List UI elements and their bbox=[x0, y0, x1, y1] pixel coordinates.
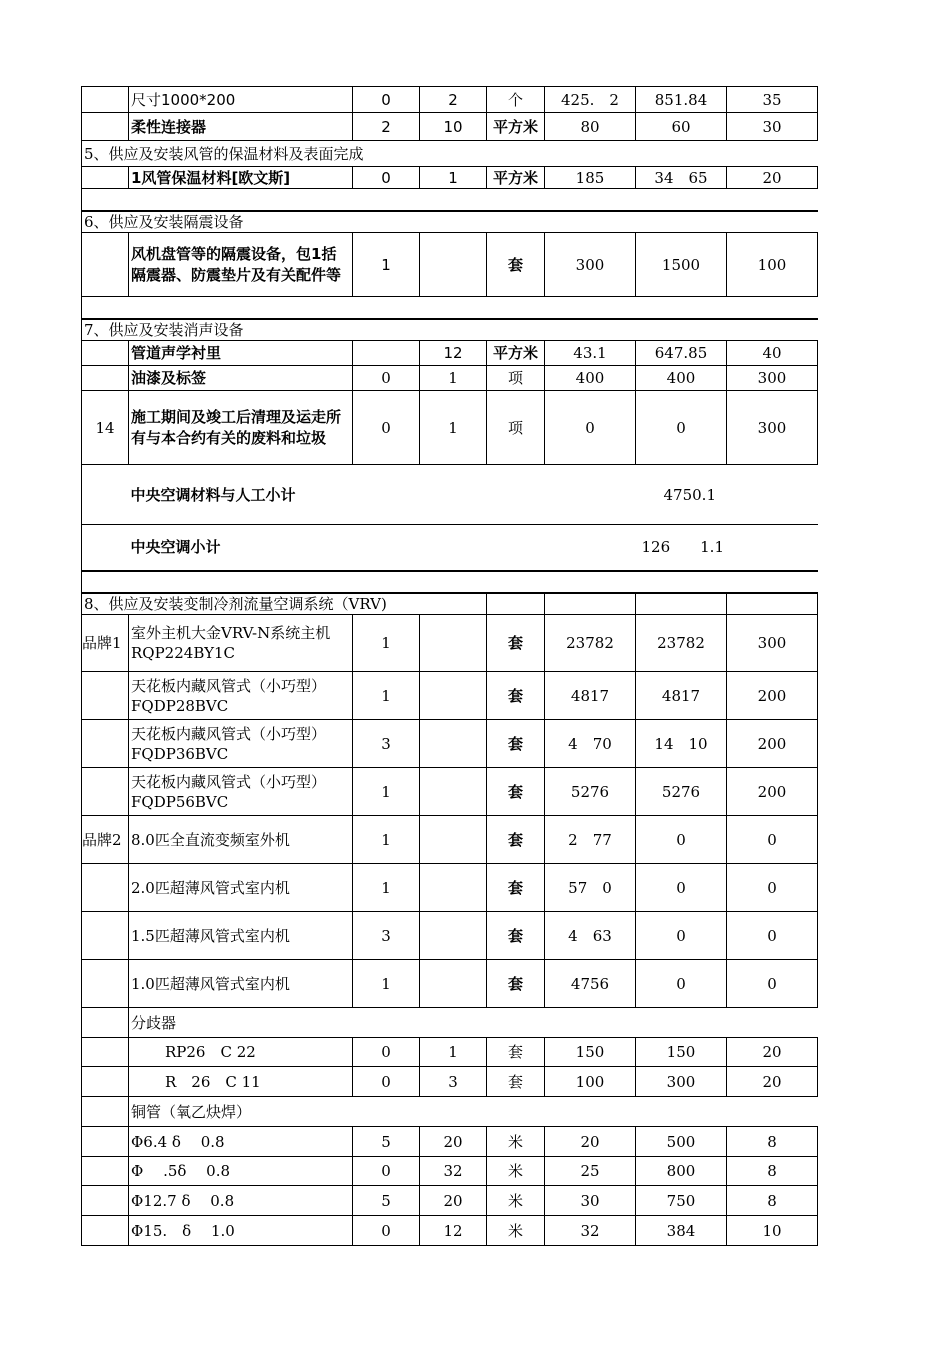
row-index bbox=[82, 864, 129, 912]
subheader-title: 分歧器 bbox=[129, 1008, 818, 1038]
labor-cost: 0 bbox=[727, 816, 818, 864]
qty-a: 1 bbox=[353, 816, 420, 864]
row-index bbox=[82, 366, 129, 391]
qty-a: 0 bbox=[353, 1216, 420, 1246]
qty-a: 0 bbox=[353, 1038, 420, 1067]
subtotal-label: 中央空调材料与人工小计 bbox=[129, 465, 545, 525]
row-index bbox=[82, 341, 129, 366]
item-name: 柔性连接器 bbox=[129, 113, 353, 141]
table-row bbox=[82, 87, 818, 113]
unit: 套 bbox=[487, 672, 545, 720]
unit: 米 bbox=[487, 1216, 545, 1246]
qty-a: 1 bbox=[353, 672, 420, 720]
unit: 套 bbox=[487, 615, 545, 672]
unit-price: 2 77 bbox=[545, 816, 636, 864]
qty-a: 5 bbox=[353, 1186, 420, 1216]
unit-price: 400 bbox=[545, 366, 636, 391]
section-header-row bbox=[82, 211, 818, 233]
qty-b bbox=[420, 816, 487, 864]
table-row bbox=[82, 912, 818, 960]
qty-b: 10 bbox=[420, 113, 487, 141]
qty-b bbox=[420, 768, 487, 816]
qty-a: 0 bbox=[353, 391, 420, 465]
qty-a: 2 bbox=[353, 113, 420, 141]
item-name: Φ15. δ 1.0 bbox=[129, 1216, 353, 1246]
row-index bbox=[82, 1157, 129, 1186]
table-row bbox=[82, 960, 818, 1008]
total-price: 150 bbox=[636, 1038, 727, 1067]
labor-cost: 8 bbox=[727, 1157, 818, 1186]
qty-b: 1 bbox=[420, 391, 487, 465]
unit: 套 bbox=[487, 768, 545, 816]
unit: 平方米 bbox=[487, 113, 545, 141]
total-price: 384 bbox=[636, 1216, 727, 1246]
labor-cost: 30 bbox=[727, 113, 818, 141]
qty-b: 1 bbox=[420, 1038, 487, 1067]
section-header-row bbox=[82, 319, 818, 341]
total-price: 0 bbox=[636, 864, 727, 912]
unit-price: 43.1 bbox=[545, 341, 636, 366]
unit: 项 bbox=[487, 366, 545, 391]
unit-price: 32 bbox=[545, 1216, 636, 1246]
total-price: 750 bbox=[636, 1186, 727, 1216]
unit-price: 100 bbox=[545, 1067, 636, 1097]
item-name: Φ12.7 δ 0.8 bbox=[129, 1186, 353, 1216]
qty-a: 0 bbox=[353, 87, 420, 113]
unit-price: 20 bbox=[545, 1127, 636, 1157]
qty-a: 3 bbox=[353, 720, 420, 768]
qty-b: 20 bbox=[420, 1127, 487, 1157]
table-row bbox=[82, 1038, 818, 1067]
qty-a: 0 bbox=[353, 1067, 420, 1097]
section-header-row bbox=[82, 141, 818, 167]
labor-cost: 200 bbox=[727, 720, 818, 768]
blank-row bbox=[82, 571, 818, 593]
labor-cost: 300 bbox=[727, 391, 818, 465]
qty-a: 0 bbox=[353, 167, 420, 189]
table-row bbox=[82, 816, 818, 864]
section-title: 8、供应及安装变制冷剂流量空调系统（VRV) bbox=[82, 593, 487, 615]
row-index bbox=[82, 720, 129, 768]
labor-cost: 8 bbox=[727, 1186, 818, 1216]
total-price: 0 bbox=[636, 816, 727, 864]
table-row bbox=[82, 1127, 818, 1157]
qty-b: 1 bbox=[420, 366, 487, 391]
item-name: 室外主机大金VRV-N系统主机 RQP224BY1C bbox=[129, 615, 353, 672]
row-index: 14 bbox=[82, 391, 129, 465]
total-price: 0 bbox=[636, 912, 727, 960]
row-index bbox=[82, 1127, 129, 1157]
qty-b: 1 bbox=[420, 167, 487, 189]
qty-b: 20 bbox=[420, 1186, 487, 1216]
table-row bbox=[82, 391, 818, 465]
qty-b bbox=[420, 720, 487, 768]
blank-row bbox=[82, 297, 818, 319]
row-index bbox=[82, 233, 129, 297]
unit: 米 bbox=[487, 1186, 545, 1216]
subheader-row bbox=[82, 1008, 818, 1038]
unit-price: 0 bbox=[545, 391, 636, 465]
qty-b: 12 bbox=[420, 1216, 487, 1246]
unit: 米 bbox=[487, 1127, 545, 1157]
unit: 套 bbox=[487, 960, 545, 1008]
item-name: 1风管保温材料[欧文斯] bbox=[129, 167, 353, 189]
item-name: 风机盘管等的隔震设备，包1括隔震器、防震垫片及有关配件等 bbox=[129, 233, 353, 297]
section-title: 5、供应及安装风管的保温材料及表面完成 bbox=[82, 141, 818, 167]
unit: 套 bbox=[487, 816, 545, 864]
unit-price: 23782 bbox=[545, 615, 636, 672]
labor-cost: 35 bbox=[727, 87, 818, 113]
table-row bbox=[82, 233, 818, 297]
unit: 平方米 bbox=[487, 341, 545, 366]
item-name: Φ .5δ 0.8 bbox=[129, 1157, 353, 1186]
brand-label: 品牌2 bbox=[82, 816, 129, 864]
qty-a: 1 bbox=[353, 960, 420, 1008]
total-price: 60 bbox=[636, 113, 727, 141]
total-price: 23782 bbox=[636, 615, 727, 672]
qty-b bbox=[420, 912, 487, 960]
brand-label: 品牌1 bbox=[82, 615, 129, 672]
qty-b: 12 bbox=[420, 341, 487, 366]
qty-b: 32 bbox=[420, 1157, 487, 1186]
subheader-row bbox=[82, 1097, 818, 1127]
subtotal-value: 4750.1 bbox=[636, 465, 818, 525]
labor-cost: 0 bbox=[727, 912, 818, 960]
qty-b bbox=[420, 615, 487, 672]
item-name: 2.0匹超薄风管式室内机 bbox=[129, 864, 353, 912]
unit-price: 300 bbox=[545, 233, 636, 297]
table-row bbox=[82, 720, 818, 768]
item-name: RP26 C 22 bbox=[129, 1038, 353, 1067]
table-row bbox=[82, 864, 818, 912]
unit-price: 4 63 bbox=[545, 912, 636, 960]
blank-row bbox=[82, 189, 818, 211]
unit-price: 4756 bbox=[545, 960, 636, 1008]
subtotal-row bbox=[82, 525, 818, 571]
item-name: 1.0匹超薄风管式室内机 bbox=[129, 960, 353, 1008]
row-index bbox=[82, 167, 129, 189]
item-name: 8.0匹全直流变频室外机 bbox=[129, 816, 353, 864]
qty-b: 2 bbox=[420, 87, 487, 113]
labor-cost: 200 bbox=[727, 768, 818, 816]
row-index bbox=[82, 768, 129, 816]
qty-a: 1 bbox=[353, 233, 420, 297]
unit: 套 bbox=[487, 864, 545, 912]
unit: 米 bbox=[487, 1157, 545, 1186]
section-title: 6、供应及安装隔震设备 bbox=[82, 211, 818, 233]
subtotal-label: 中央空调小计 bbox=[129, 525, 545, 571]
unit-price: 4817 bbox=[545, 672, 636, 720]
row-index bbox=[82, 672, 129, 720]
unit: 项 bbox=[487, 391, 545, 465]
total-price: 851.84 bbox=[636, 87, 727, 113]
unit: 个 bbox=[487, 87, 545, 113]
unit-price: 25 bbox=[545, 1157, 636, 1186]
unit: 套 bbox=[487, 720, 545, 768]
labor-cost: 300 bbox=[727, 615, 818, 672]
item-name: 天花板内藏风管式（小巧型）FQDP36BVC bbox=[129, 720, 353, 768]
qty-a: 5 bbox=[353, 1127, 420, 1157]
unit-price: 30 bbox=[545, 1186, 636, 1216]
labor-cost: 20 bbox=[727, 1067, 818, 1097]
table-row bbox=[82, 113, 818, 141]
unit-price: 425. 2 bbox=[545, 87, 636, 113]
labor-cost: 100 bbox=[727, 233, 818, 297]
unit: 套 bbox=[487, 233, 545, 297]
table-row bbox=[82, 341, 818, 366]
row-index bbox=[82, 1038, 129, 1067]
labor-cost: 0 bbox=[727, 864, 818, 912]
table-row bbox=[82, 167, 818, 189]
total-price: 300 bbox=[636, 1067, 727, 1097]
total-price: 800 bbox=[636, 1157, 727, 1186]
qty-b: 3 bbox=[420, 1067, 487, 1097]
row-index bbox=[82, 1067, 129, 1097]
item-name: 油漆及标签 bbox=[129, 366, 353, 391]
table-row bbox=[82, 1186, 818, 1216]
qty-a: 1 bbox=[353, 864, 420, 912]
qty-b bbox=[420, 960, 487, 1008]
subheader-title: 铜管（氧乙炔焊） bbox=[129, 1097, 818, 1127]
labor-cost: 20 bbox=[727, 167, 818, 189]
total-price: 647.85 bbox=[636, 341, 727, 366]
total-price: 0 bbox=[636, 960, 727, 1008]
row-index bbox=[82, 1216, 129, 1246]
labor-cost: 20 bbox=[727, 1038, 818, 1067]
unit: 套 bbox=[487, 912, 545, 960]
unit: 套 bbox=[487, 1038, 545, 1067]
section-header-row bbox=[82, 593, 818, 615]
row-index bbox=[82, 912, 129, 960]
total-price: 4817 bbox=[636, 672, 727, 720]
item-name: 管道声学衬里 bbox=[129, 341, 353, 366]
item-name: 施工期间及竣工后清理及运走所有与本合约有关的废料和垃圾 bbox=[129, 391, 353, 465]
qty-b bbox=[420, 864, 487, 912]
item-name: 天花板内藏风管式（小巧型） FQDP28BVC bbox=[129, 672, 353, 720]
unit-price: 150 bbox=[545, 1038, 636, 1067]
unit: 平方米 bbox=[487, 167, 545, 189]
qty-a: 1 bbox=[353, 615, 420, 672]
unit: 套 bbox=[487, 1067, 545, 1097]
item-name: 1.5匹超薄风管式室内机 bbox=[129, 912, 353, 960]
table-row bbox=[82, 768, 818, 816]
unit-price: 57 0 bbox=[545, 864, 636, 912]
row-index bbox=[82, 1186, 129, 1216]
table-row bbox=[82, 1157, 818, 1186]
item-name: Φ6.4 δ 0.8 bbox=[129, 1127, 353, 1157]
row-index bbox=[82, 113, 129, 141]
total-price: 14 10 bbox=[636, 720, 727, 768]
subtotal-value: 126 1.1 bbox=[545, 525, 818, 571]
row-index bbox=[82, 960, 129, 1008]
qty-a: 0 bbox=[353, 366, 420, 391]
table-row bbox=[82, 366, 818, 391]
table-row bbox=[82, 1067, 818, 1097]
total-price: 34 65 bbox=[636, 167, 727, 189]
subtotal-row bbox=[82, 465, 818, 525]
item-name: R 26 C 11 bbox=[129, 1067, 353, 1097]
unit-price: 4 70 bbox=[545, 720, 636, 768]
total-price: 5276 bbox=[636, 768, 727, 816]
section-title: 7、供应及安装消声设备 bbox=[82, 319, 818, 341]
labor-cost: 10 bbox=[727, 1216, 818, 1246]
qty-a: 1 bbox=[353, 768, 420, 816]
total-price: 0 bbox=[636, 391, 727, 465]
labor-cost: 200 bbox=[727, 672, 818, 720]
total-price: 500 bbox=[636, 1127, 727, 1157]
qty-a: 3 bbox=[353, 912, 420, 960]
item-name: 尺寸1000*200 bbox=[129, 87, 353, 113]
labor-cost: 0 bbox=[727, 960, 818, 1008]
labor-cost: 40 bbox=[727, 341, 818, 366]
total-price: 1500 bbox=[636, 233, 727, 297]
qty-b bbox=[420, 233, 487, 297]
table-row bbox=[82, 672, 818, 720]
total-price: 400 bbox=[636, 366, 727, 391]
labor-cost: 8 bbox=[727, 1127, 818, 1157]
qty-a: 0 bbox=[353, 1157, 420, 1186]
table-row bbox=[82, 615, 818, 672]
unit-price: 5276 bbox=[545, 768, 636, 816]
qty-a bbox=[353, 341, 420, 366]
row-index bbox=[82, 87, 129, 113]
quotation-table bbox=[81, 86, 818, 1246]
table-row bbox=[82, 1216, 818, 1246]
labor-cost: 300 bbox=[727, 366, 818, 391]
qty-b bbox=[420, 672, 487, 720]
unit-price: 80 bbox=[545, 113, 636, 141]
unit-price: 185 bbox=[545, 167, 636, 189]
item-name: 天花板内藏风管式（小巧型） FQDP56BVC bbox=[129, 768, 353, 816]
